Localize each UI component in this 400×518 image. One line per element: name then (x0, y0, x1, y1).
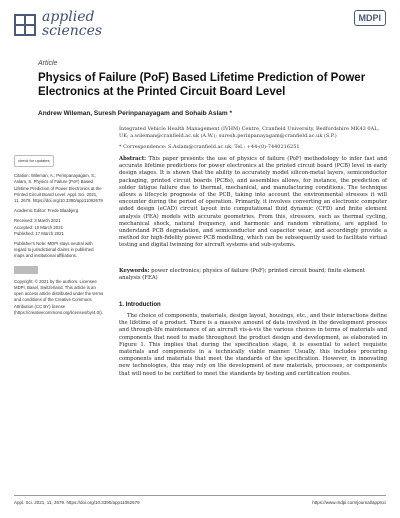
journal-logo[interactable] (14, 8, 124, 46)
article-type: Article (38, 60, 58, 67)
abstract (119, 156, 387, 250)
footer-divider (14, 495, 386, 496)
published-date: Published: 17 March 2021 (14, 230, 64, 236)
citation: Citation: Wileman, A.; Perinpanayagam, S.; Aslam, S. Physics of Failure (PoF) Based Lifetime Prediction of Power Electronics at the Printed Circuit Board Level. Appl. Sci. 2021, 11, 2679. https://doi.org/10.3390/app11062679 (14, 173, 103, 204)
article-title: Physics of Failure (PoF) Based Lifetime Prediction of Power Electronics at the Printed Circuit Board Level (38, 72, 366, 98)
publisher-note: Publisher's Note: MDPI stays neutral with regard to jurisdictional claims in published maps and institutional affiliations. (14, 241, 94, 259)
journal-logo-icon (14, 14, 36, 36)
journal-name (42, 10, 102, 38)
journal-name-line2: sciences (42, 23, 103, 39)
abstract-label: Abstract: (119, 156, 147, 162)
section-heading: 1. Introduction (119, 302, 161, 308)
cc-by-license-icon[interactable] (14, 266, 38, 274)
check-updates-button[interactable]: check for updates (14, 155, 54, 167)
academic-editor: Academic Editor: Frede Blaabjerg (14, 208, 79, 214)
footer-journal-link[interactable]: https://www.mdpi.com/journal/applsci (312, 500, 386, 505)
copyright: Copyright: © 2021 by the authors. Licensee MDPI, Basel, Switzerland. This article is an open access article distributed under the terms and conditions of the Creative Commons Attribution (CC BY) license (https://creativecommons.org/licenses/by/4.0/). (14, 278, 104, 315)
author-list: Andrew Wileman, Suresh Perinpanayagam and Sohaib Aslam * (38, 110, 233, 117)
footer-citation[interactable]: Appl. Sci. 2021, 11, 2679. https://doi.org/10.3390/app11062679 (14, 500, 140, 505)
correspondence: * Correspondence: S.Aslam@cranfield.ac.uk; Tel.: +44-(0)-7440216251 (119, 144, 300, 150)
article-sidebar (14, 155, 104, 320)
introduction-paragraph: The choice of components, materials, design layout, housings, etc., and their interactions define the lifetime of a product. There is a massive amount of data involved in the development process and through-life maintenance of an aircraft vis-à-vis the various choices in terms of materials and components that need to made throughout the product design and development, as elaborated in Figure 1. This implies that during the specification stage, it is essential to select requisite materials and components in a technically viable manner. Usually, this includes procuring components and materials that meet the standards of the specification. However, in innovating new technologies, this may rely on the development of new materials, processes, or components that will need to be certified to meet the standards by testing and certification routes. (119, 313, 387, 377)
publisher-name: MDPI (354, 10, 387, 26)
abstract-text: This paper presents the use of physics of failure (PoF) methodology to infer fast and accurate lifetime predictions for power electronics at the printed circuit board (PCB) level in early design stages. It is shown that the ability to accurately model silicon-metal layers, semiconductor packaging, printed circuit boards (PCBs), and assemblies allows, for instance, the prediction of solder fatigue failure due to thermal, mechanical, and manufacturing conditions. The technique allows a lifecycle prognosis of the PCB, taking into account the environmental stresses it will encounter during the period of operation. Primarily, it involves converting an electronic computer aided design (eCAD) circuit layout into computational fluid dynamic (CFD) and finite element analysis (FEA) models with accurate geometries. From this, stressors, such as thermal cycling, mechanical shock, natural frequency, and harmonic and random vibrations, are applied to understand PCB degradation, and semiconductor and capacitor wear, and accordingly provide a method for high-fidelity power PCB modelling, which can be subsequently used to facilitate virtual testing and digital twinning for aircraft systems and sub-systems. (119, 156, 387, 249)
keywords (119, 268, 387, 282)
keywords-label: Keywords: (119, 268, 150, 274)
publisher-logo[interactable] (346, 10, 386, 34)
journal-name-line1: applied (42, 9, 95, 25)
keywords-text: power electronics; physics of failure (PoF); printed circuit board; finite element analysis (FEA) (119, 268, 365, 282)
received-date: Received: 3 March 2021 (14, 218, 61, 224)
accepted-date: Accepted: 10 March 2021 (14, 224, 63, 230)
affiliation: Integrated Vehicle Health Management (IVHM) Centre, Cranfield University, Bedfordshire MK43 0AL, UK; a.wileman@cranfield.ac.uk (A.W.); suresh.perinpanayagam@cranfield.ac.uk (S.P.) (119, 126, 380, 139)
section-text (119, 313, 387, 378)
